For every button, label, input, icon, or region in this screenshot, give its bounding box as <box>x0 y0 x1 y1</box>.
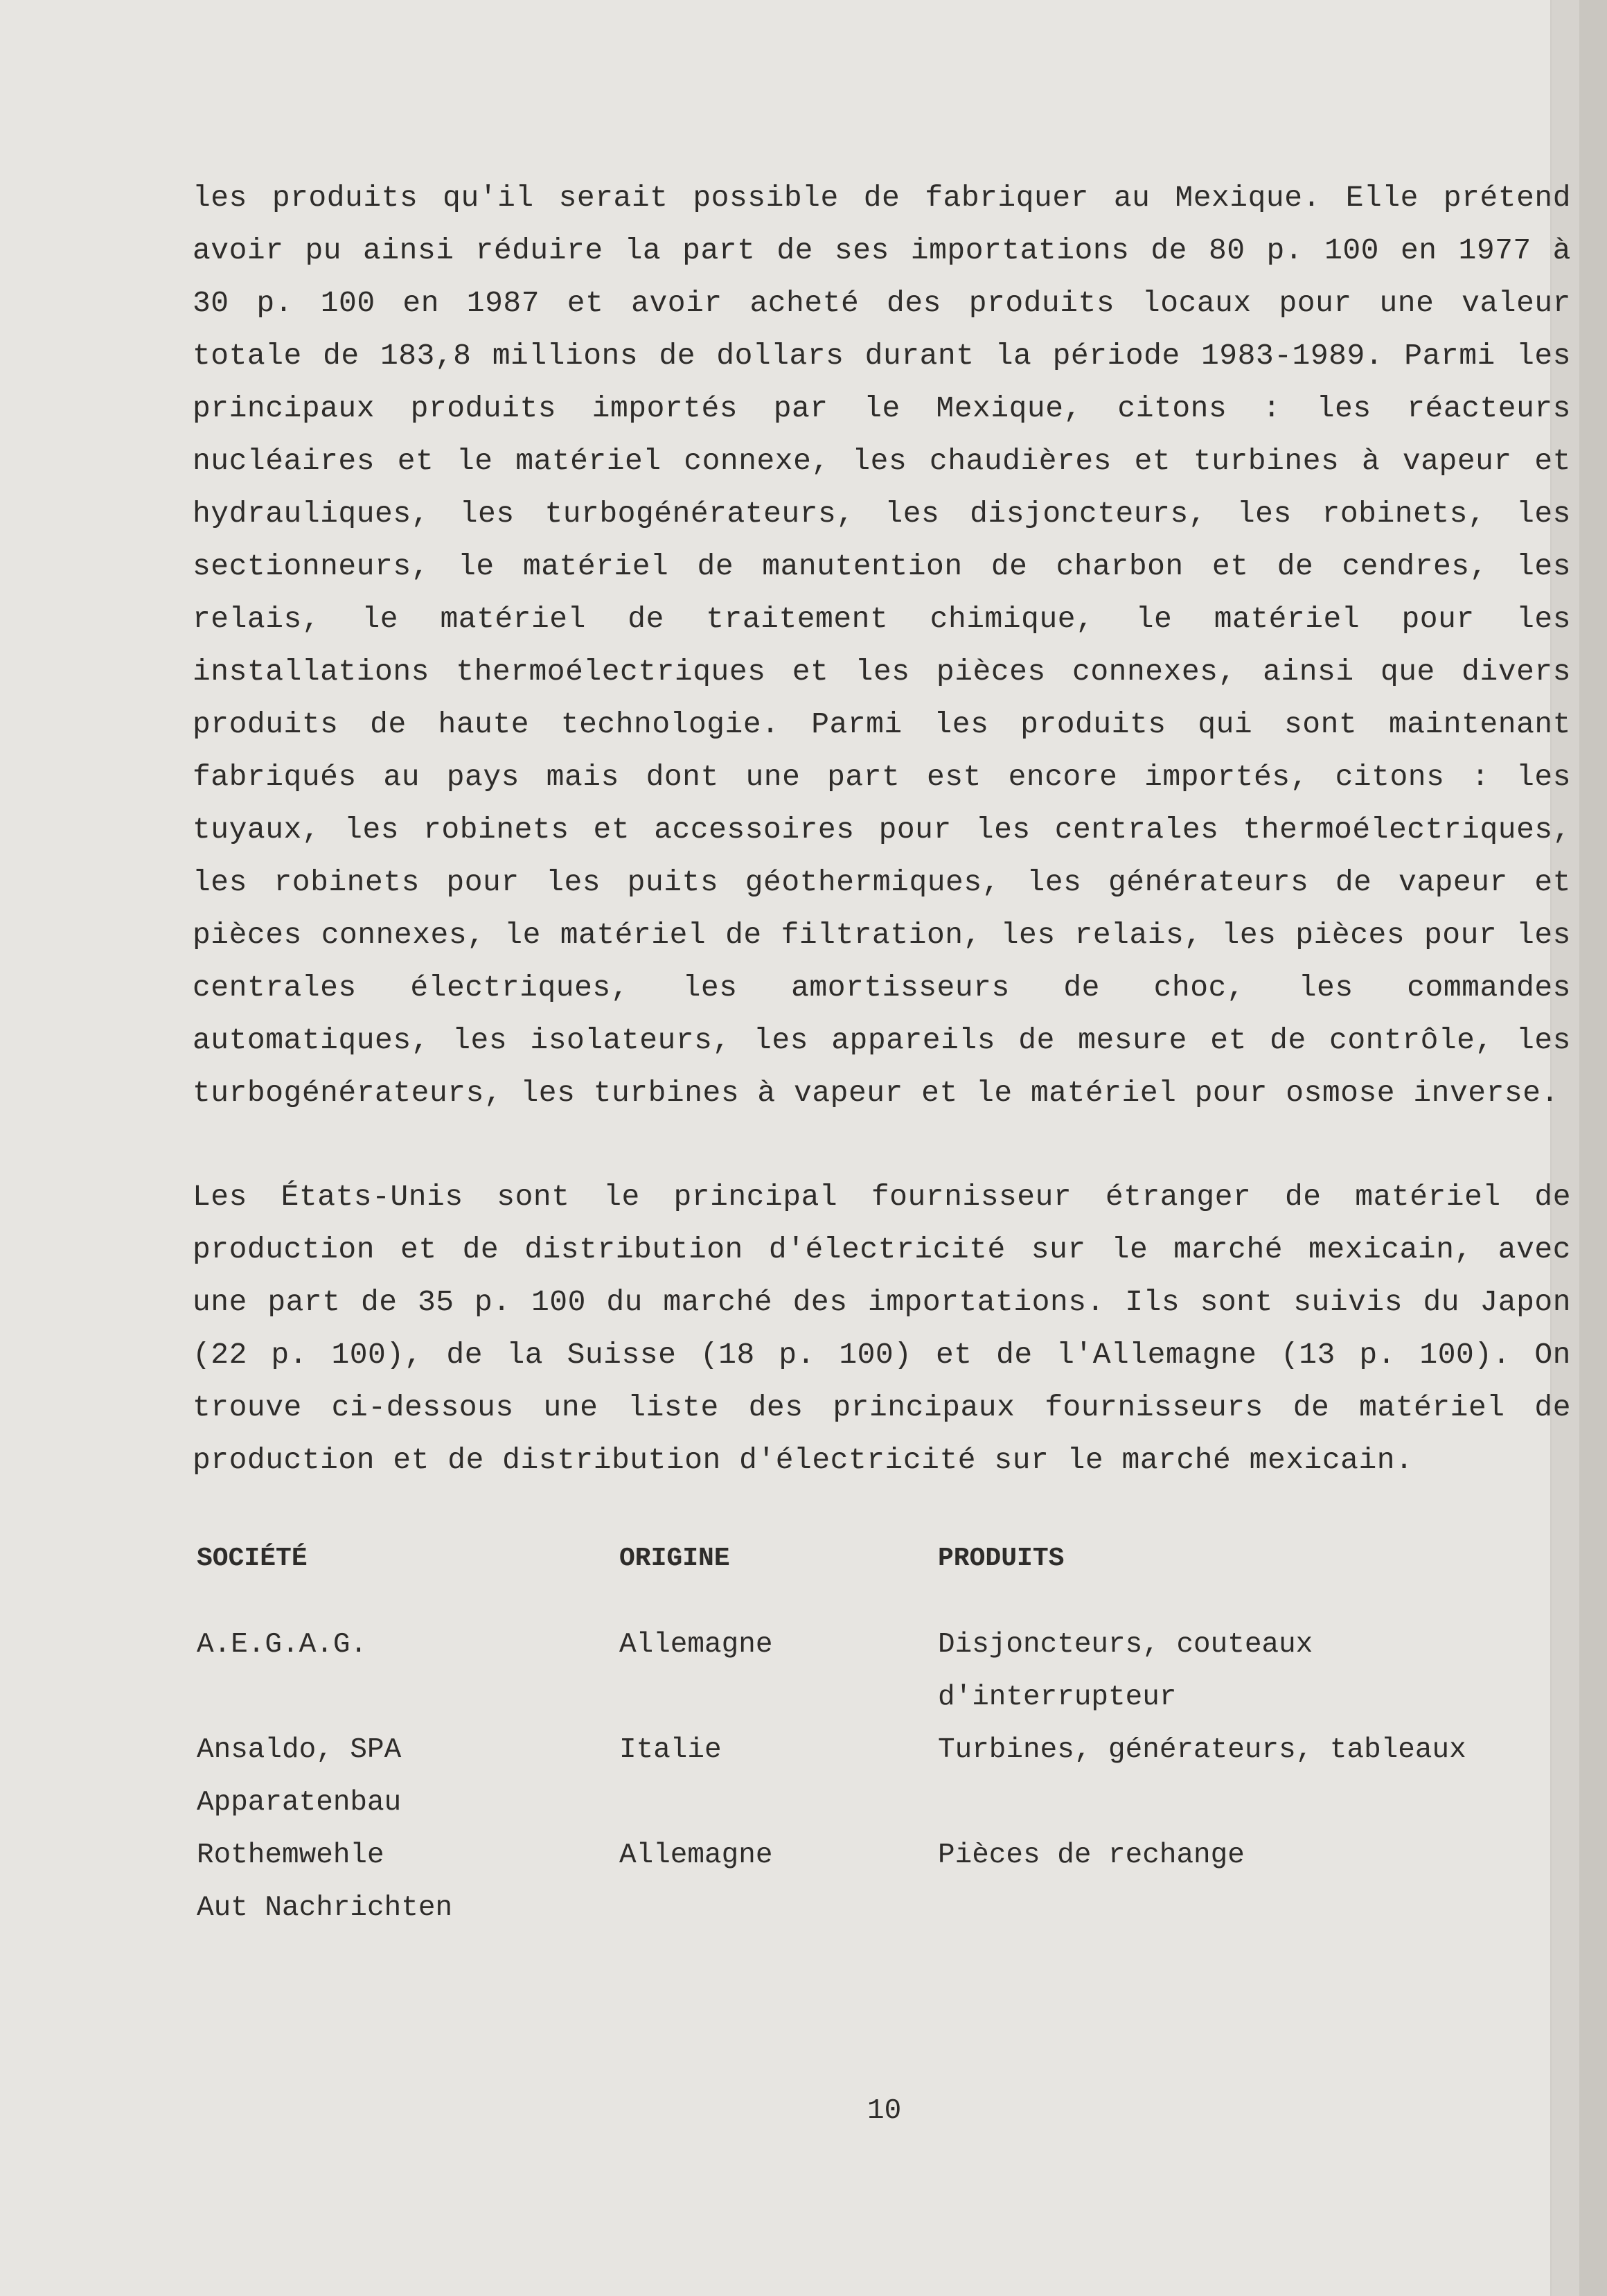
table-header-row <box>197 1544 1541 1578</box>
origin-cell: Italie <box>619 1734 722 1766</box>
paragraph-text: les produits qu'il serait possible de fabriquer au Mexique. Elle prétend avoir pu ainsi réduire la part de ses importations de 80 p. 100 en 1977 à 30 p. 100 en 1987 et avoir acheté des produits locaux pour une valeur totale de 183,8 millions de dollars durant la période 1983-1989. Parmi les principaux produits importés par le Mexique, citons : les réacteurs nucléaires et le matériel connexe, les chaudières et turbines à vapeur et hydrauliques, les turbogénérateurs, les disjoncteurs, les robinets, les sectionneurs, le matériel de manutention de charbon et de cendres, les relais, le matériel de traitement chimique, le matériel pour les installations thermoélectriques et les pièces connexes, ainsi que divers produits de haute technologie. Parmi les produits qui sont maintenant fabriqués au pays mais dont une part est encore importés, citons : les tuyaux, les robinets et accessoires pour les centrales thermoélectriques, les robinets pour les puits géothermiques, les générateurs de vapeur et pièces connexes, le matériel de filtration, les relais, les pièces pour les centrales électriques, les amortisseurs de choc, les commandes automatiques, les isolateurs, les appareils de mesure et de contrôle, les turbogénérateurs, les turbines à vapeur et le matériel pour osmose inverse. <box>193 181 1571 1110</box>
header-origin: ORIGINE <box>619 1544 730 1573</box>
body-paragraph-1 <box>193 172 1571 1120</box>
origin-cell: Allemagne <box>619 1629 773 1661</box>
body-paragraph-2 <box>193 1171 1571 1487</box>
company-name: Ansaldo, SPA <box>197 1734 402 1766</box>
company-name: Apparatenbau <box>197 1787 402 1819</box>
products-cell <box>938 1776 1541 1934</box>
table-row <box>197 1618 1541 1724</box>
table-row <box>197 1724 1541 1776</box>
origin-cell <box>619 1776 938 1934</box>
product-line: d'interrupteur <box>938 1681 1177 1713</box>
origin-value: Allemagne <box>619 1839 773 1871</box>
product-line: Turbines, générateurs, tableaux <box>938 1734 1466 1766</box>
company-name: Aut Nachrichten <box>197 1892 453 1924</box>
products-cell <box>938 1724 1541 1776</box>
company-name: Rothemwehle <box>197 1839 384 1871</box>
page-number: 10 <box>867 2095 902 2127</box>
company-cell <box>197 1724 619 1776</box>
header-company: SOCIÉTÉ <box>197 1544 308 1573</box>
company-name: A.E.G.A.G. <box>197 1629 368 1661</box>
company-cell <box>197 1618 619 1724</box>
products-spacer <box>938 1776 1541 1829</box>
company-cell <box>197 1776 619 1934</box>
suppliers-table-body <box>197 1578 1541 1934</box>
suppliers-table <box>197 1544 1541 1934</box>
product-line: Pièces de rechange <box>938 1839 1245 1871</box>
origin-spacer <box>619 1776 938 1829</box>
product-line: Disjoncteurs, couteaux <box>938 1629 1313 1661</box>
table-row <box>197 1776 1541 1934</box>
paragraph-text: Les États-Unis sont le principal fournisseur étranger de matériel de production et de distribution d'électricité sur le marché mexicain, avec une part de 35 p. 100 du marché des importations. Ils sont suivis du Japon (22 p. 100), de la Suisse (18 p. 100) et de l'Allemagne (13 p. 100). On trouve ci-dessous une liste des principaux fournisseurs de matériel de production et de distribution d'électricité sur le marché mexicain. <box>193 1180 1571 1477</box>
header-products: PRODUITS <box>938 1544 1065 1573</box>
table-spacer <box>197 1578 1541 1618</box>
products-cell <box>938 1618 1541 1724</box>
suppliers-table-header <box>197 1544 1541 1578</box>
